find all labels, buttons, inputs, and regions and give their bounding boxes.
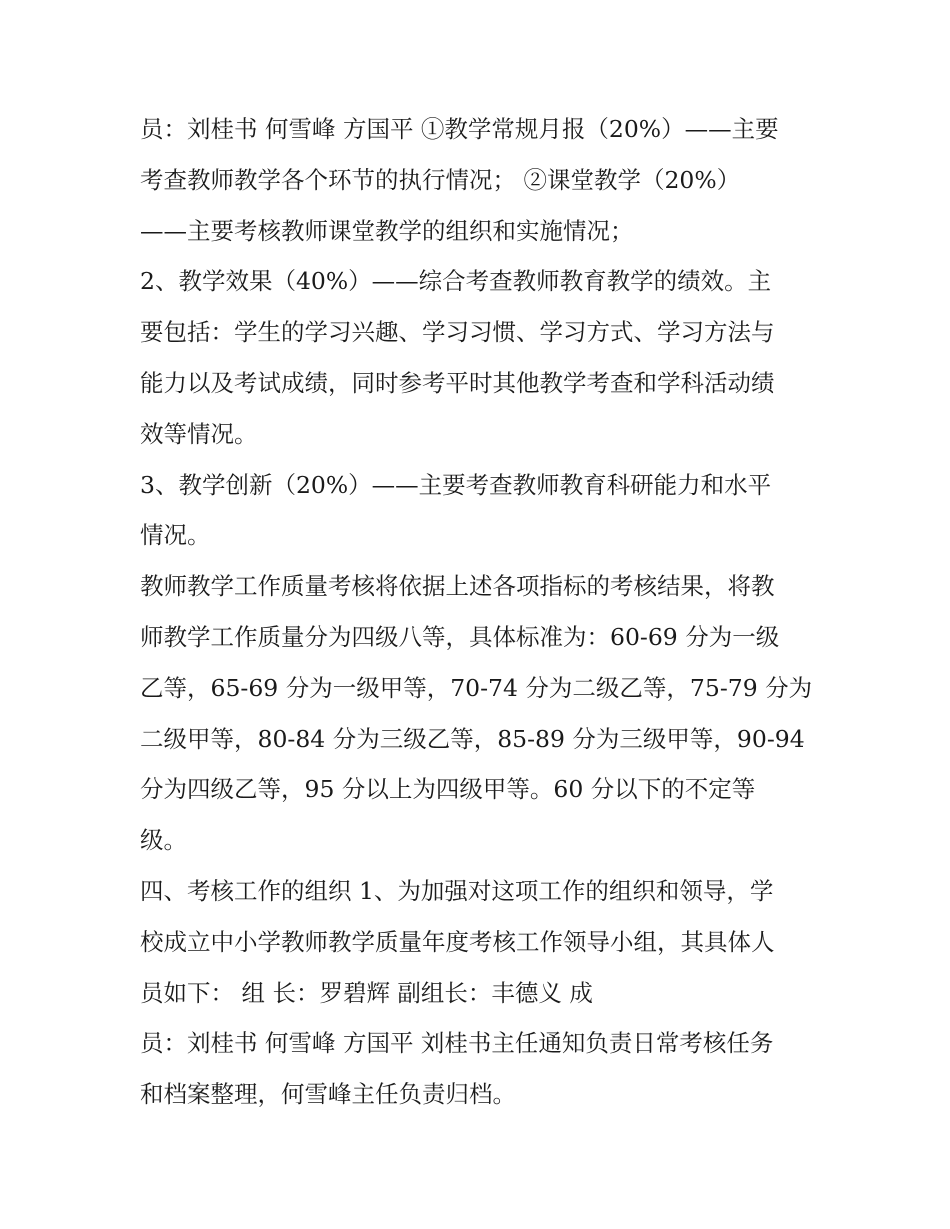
text-line: 和档案整理，何雪峰主任负责归档。 <box>140 1080 516 1109</box>
document-body <box>140 104 820 1120</box>
text-line: ——主要考核教师课堂教学的组织和实施情况； <box>140 216 634 245</box>
text-line: 四、考核工作的组织 1、为加强对这项工作的组织和领导，学 <box>140 876 774 905</box>
text-line: 员如下： 组 长：罗碧辉 副组长：丰德义 成 <box>140 978 593 1007</box>
text-line: 二级甲等，80-84 分为三级乙等，85-89 分为三级甲等，90-94 <box>140 724 805 753</box>
text-line: 乙等，65-69 分为一级甲等，70-74 分为二级乙等，75-79 分为 <box>140 673 813 702</box>
text-line: 要包括：学生的学习兴趣、学习习惯、学习方式、学习方法与 <box>140 318 775 347</box>
text-line: 师教学工作质量分为四级八等，具体标准为：60-69 分为一级 <box>140 622 780 651</box>
text-line: 校成立中小学教师教学质量年度考核工作领导小组，其具体人 <box>140 927 775 956</box>
text-line: 情况。 <box>140 521 211 550</box>
text-line: 员：刘桂书 何雪峰 方国平 ①教学常规月报（20%）——主要 <box>140 115 779 143</box>
text-line: 2、教学效果（40%）——综合考查教师教育教学的绩效。主 <box>140 267 772 296</box>
text-line: 效等情况。 <box>140 419 258 448</box>
text-line: 考查教师教学各个环节的执行情况； ②课堂教学（20%） <box>140 165 741 194</box>
text-line: 级。 <box>140 826 187 855</box>
text-line: 分为四级乙等，95 分以上为四级甲等。60 分以下的不定等 <box>140 775 756 804</box>
text-line: 员：刘桂书 何雪峰 方国平 刘桂书主任通知负责日常考核任务 <box>140 1029 774 1058</box>
text-line: 教师教学工作质量考核将依据上述各项指标的考核结果，将教 <box>140 572 775 601</box>
text-line: 能力以及考试成绩，同时参考平时其他教学考查和学科活动绩 <box>140 368 775 397</box>
text-line: 3、教学创新（20%）——主要考查教师教育科研能力和水平 <box>140 470 772 499</box>
